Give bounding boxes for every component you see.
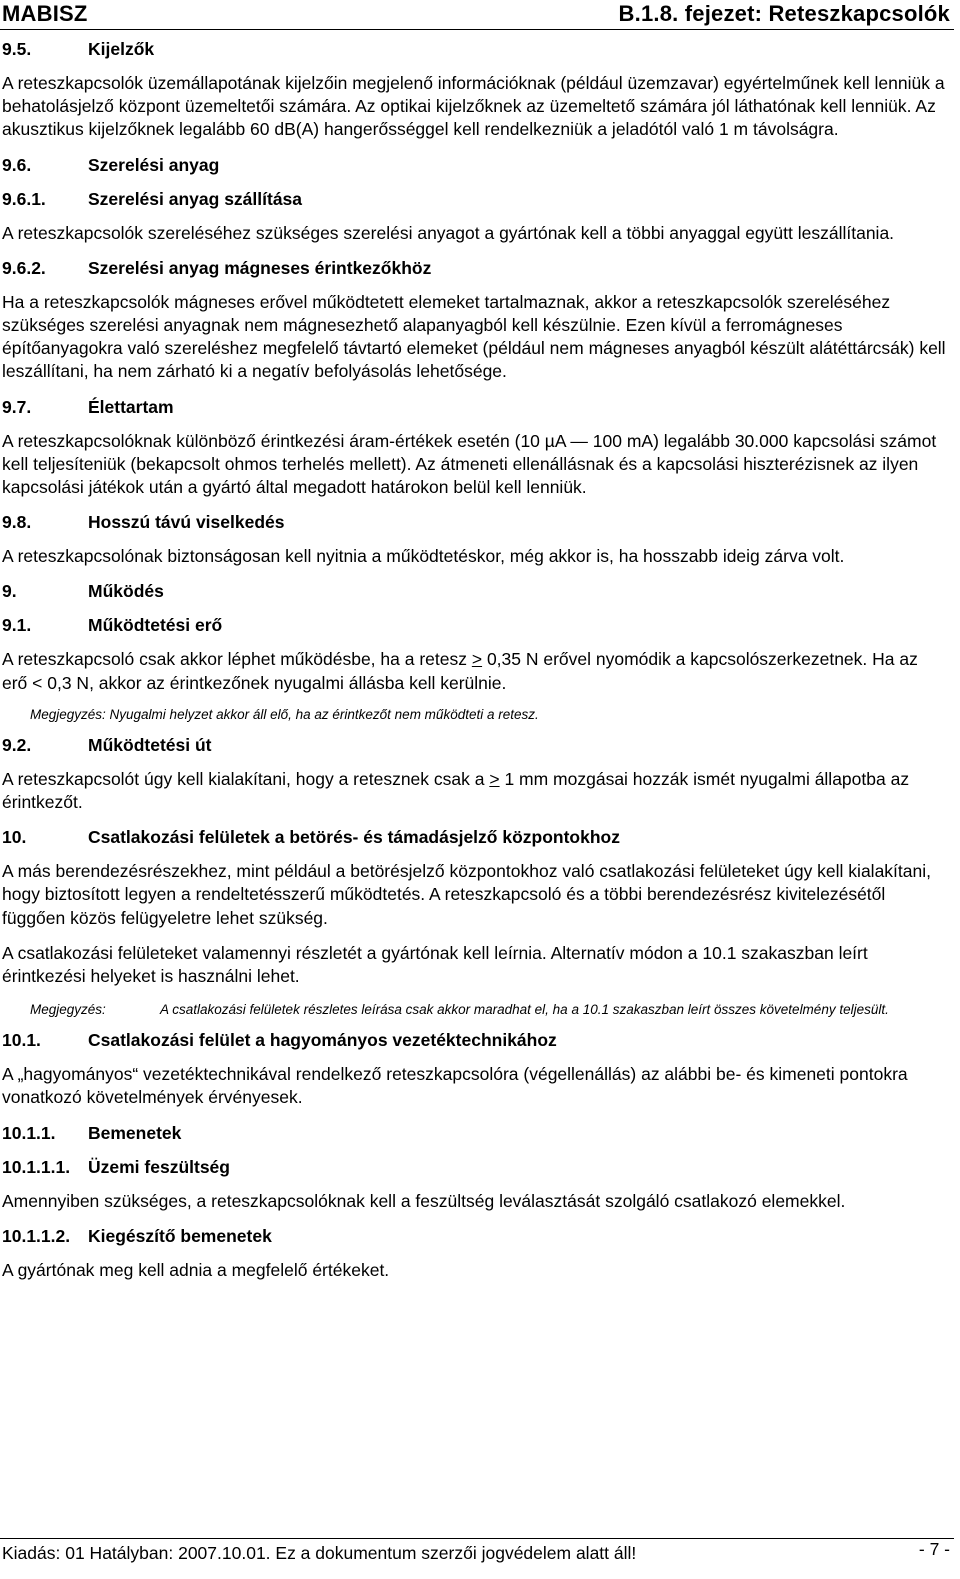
paragraph: Amennyiben szükséges, a reteszkapcsolóknak kell a feszültség leválasztását szolgáló csatlakozó elemekkel. bbox=[2, 1190, 846, 1211]
document-body bbox=[2, 38, 946, 1282]
paragraph: A reteszkapcsolók üzemállapotának kijelzőin megjelenő információknak (például üzemzavar) egyértelműnek kell lenniük a behatolásjelző központ üzemeltetői számára. Az optikai kijelzőknek az üzemeltető számára jól láthatónak kell lenniük. Az akusztikus kijelzőknek legalább 60 dB(A) hangerősséggel kell rendelkezniük a jeladótól való 1 m távolságra. bbox=[2, 73, 945, 140]
heading-number: 10.1.1. bbox=[2, 1122, 56, 1143]
heading-number: 9.8. bbox=[2, 512, 32, 533]
heading-title: Bemenetek bbox=[88, 1122, 182, 1143]
paragraph: A gyártónak meg kell adnia a megfelelő értékeket. bbox=[2, 1259, 390, 1280]
heading-title: Szerelési anyag bbox=[88, 154, 220, 175]
heading-title: Működés bbox=[88, 581, 164, 602]
heading-title: Csatlakozási felület a hagyományos vezetéktechnikához bbox=[88, 1030, 557, 1051]
paragraph: A „hagyományos“ vezetéktechnikával rendelkező reteszkapcsolóra (végellenállás) az alábbi be- és kimeneti pontokra vonatkozó követelmények érvényesek. bbox=[2, 1064, 908, 1108]
heading-9-8 bbox=[2, 511, 946, 533]
heading-title: Csatlakozási felületek a betörés- és támadásjelző központokhoz bbox=[88, 827, 620, 848]
greater-equal-symbol: > bbox=[471, 649, 483, 670]
text-run: 0,35 N erővel nyomódik a kapcsolószerkezetnek. Ha az erő < 0,3 N, akkor az érintkezőnek nyugalmi állásba kell kerülnie. bbox=[2, 649, 918, 693]
paragraph: A más berendezésrészekhez, mint például a betörésjelző központokhoz való csatlakozási felületeket úgy kell kialakítani, hogy biztosított legyen a rendeltetésszerű működtetés. A reteszkapcsoló és a többi berendezésrész kivitelezésétől függően közös felügyeletre lehet szükség. bbox=[2, 861, 931, 928]
heading-title: Kijelzők bbox=[88, 39, 155, 59]
heading-number: 9.2. bbox=[2, 734, 32, 755]
heading-title: Szerelési anyag mágneses érintkezőkhöz bbox=[88, 257, 432, 278]
heading-number: 10.1.1.2. bbox=[2, 1225, 71, 1246]
heading-number: 9.6.2. bbox=[2, 257, 46, 278]
header-left: MABISZ bbox=[2, 1, 88, 26]
text-run: A reteszkapcsolót úgy kell kialakítani, hogy a retesznek csak a bbox=[2, 768, 490, 789]
heading-number: 10.1. bbox=[2, 1030, 41, 1051]
heading-title: Működtetési erő bbox=[88, 615, 223, 636]
heading-10-1-1-1 bbox=[2, 1156, 946, 1178]
paragraph: A reteszkapcsolónak biztonságosan kell nyitnia a működtetéskor, még akkor is, ha hosszabb ideig zárva volt. bbox=[2, 546, 845, 567]
paragraph bbox=[2, 648, 946, 694]
heading-number: 9.5. bbox=[2, 39, 32, 59]
heading-9 bbox=[2, 580, 946, 602]
note-label: Megjegyzés: bbox=[30, 1002, 106, 1018]
paragraph bbox=[2, 768, 946, 814]
footer-left: Kiadás: 01 Hatályban: 2007.10.01. Ez a dokumentum szerzői jogvédelem alatt áll! bbox=[2, 1543, 637, 1563]
heading-title: Élettartam bbox=[88, 396, 174, 417]
note-text: A csatlakozási felületek részletes leírása csak akkor maradhat el, ha a 10.1 szakaszban leírt összes követelmény teljesült. bbox=[160, 1002, 889, 1018]
paragraph: A reteszkapcsolóknak különböző érintkezési áram-értékek esetén (10 µA — 100 mA) legalább 30.000 kapcsolási számot kell teljesíteniük (bekapcsolt ohmos terhelés mellett). Az átmeneti ellenállásnak és a kapcsolási hiszterézisnek az ilyen kapcsolási játékok után a gyártó által megadott határokon belül kell lenniük. bbox=[2, 430, 937, 498]
heading-number: 9.6.1. bbox=[2, 188, 46, 209]
paragraph: A csatlakozási felületeket valamennyi részletét a gyártónak kell leírnia. Alternatív módon a 10.1 szakaszban leírt érintkezési helyeket is használni lehet. bbox=[2, 942, 868, 987]
text-run: 1 mm mozgásai hozzák ismét nyugalmi állapotba az érintkezőt. bbox=[2, 768, 910, 813]
heading-number: 10.1.1.1. bbox=[2, 1156, 71, 1177]
heading-9-2 bbox=[2, 734, 946, 756]
heading-9-5 bbox=[2, 38, 946, 60]
heading-9-6 bbox=[2, 154, 946, 176]
header-rule bbox=[0, 29, 954, 30]
heading-number: 9.1. bbox=[2, 615, 32, 636]
header-right: B.1.8. fejezet: Reteszkapcsolók bbox=[618, 1, 950, 26]
heading-number: 10. bbox=[2, 827, 27, 848]
heading-title: Hosszú távú viselkedés bbox=[88, 512, 285, 533]
paragraph: Ha a reteszkapcsolók mágneses erővel működtetett elemeket tartalmaznak, akkor a reteszkapcsolók szereléséhez szükséges szerelési anyagnak nem mágnesezhető alapanyagból kell készülnie. Ezen kívül a ferromágneses építőanyagokra való szereléshez megfelelő távtartó elemeket (például nem mágneses anyagból készült alátéttárcsák) kell leszállítani, ha nem zárható ki a negatív befolyásolás lehetősége. bbox=[2, 291, 946, 382]
footer-rule bbox=[0, 1538, 954, 1539]
note bbox=[30, 1000, 946, 1019]
heading-9-6-2 bbox=[2, 257, 946, 279]
heading-number: 9.6. bbox=[2, 154, 32, 175]
heading-9-1 bbox=[2, 614, 946, 636]
heading-9-7 bbox=[2, 396, 946, 418]
heading-10-1-1 bbox=[2, 1122, 946, 1144]
heading-title: Üzemi feszültség bbox=[88, 1156, 230, 1177]
heading-9-6-1 bbox=[2, 188, 946, 210]
note: Megjegyzés: Nyugalmi helyzet akkor áll elő, ha az érintkezőt nem működteti a retesz. bbox=[30, 706, 539, 722]
heading-number: 9.7. bbox=[2, 396, 32, 417]
heading-title: Kiegészítő bemenetek bbox=[88, 1225, 272, 1246]
heading-10-1 bbox=[2, 1029, 946, 1051]
page-number: - 7 - bbox=[918, 1539, 950, 1559]
text-run: A reteszkapcsoló csak akkor léphet működésbe, ha a retesz bbox=[2, 649, 472, 670]
heading-title: Szerelési anyag szállítása bbox=[88, 188, 303, 209]
heading-10 bbox=[2, 826, 946, 848]
heading-title: Működtetési út bbox=[88, 734, 212, 755]
greater-equal-symbol: > bbox=[489, 768, 500, 789]
paragraph: A reteszkapcsolók szereléséhez szükséges szerelési anyagot a gyártónak kell a többi anyaggal együtt leszállítania. bbox=[2, 222, 895, 243]
heading-number: 9. bbox=[2, 581, 17, 602]
heading-10-1-1-2 bbox=[2, 1225, 946, 1247]
